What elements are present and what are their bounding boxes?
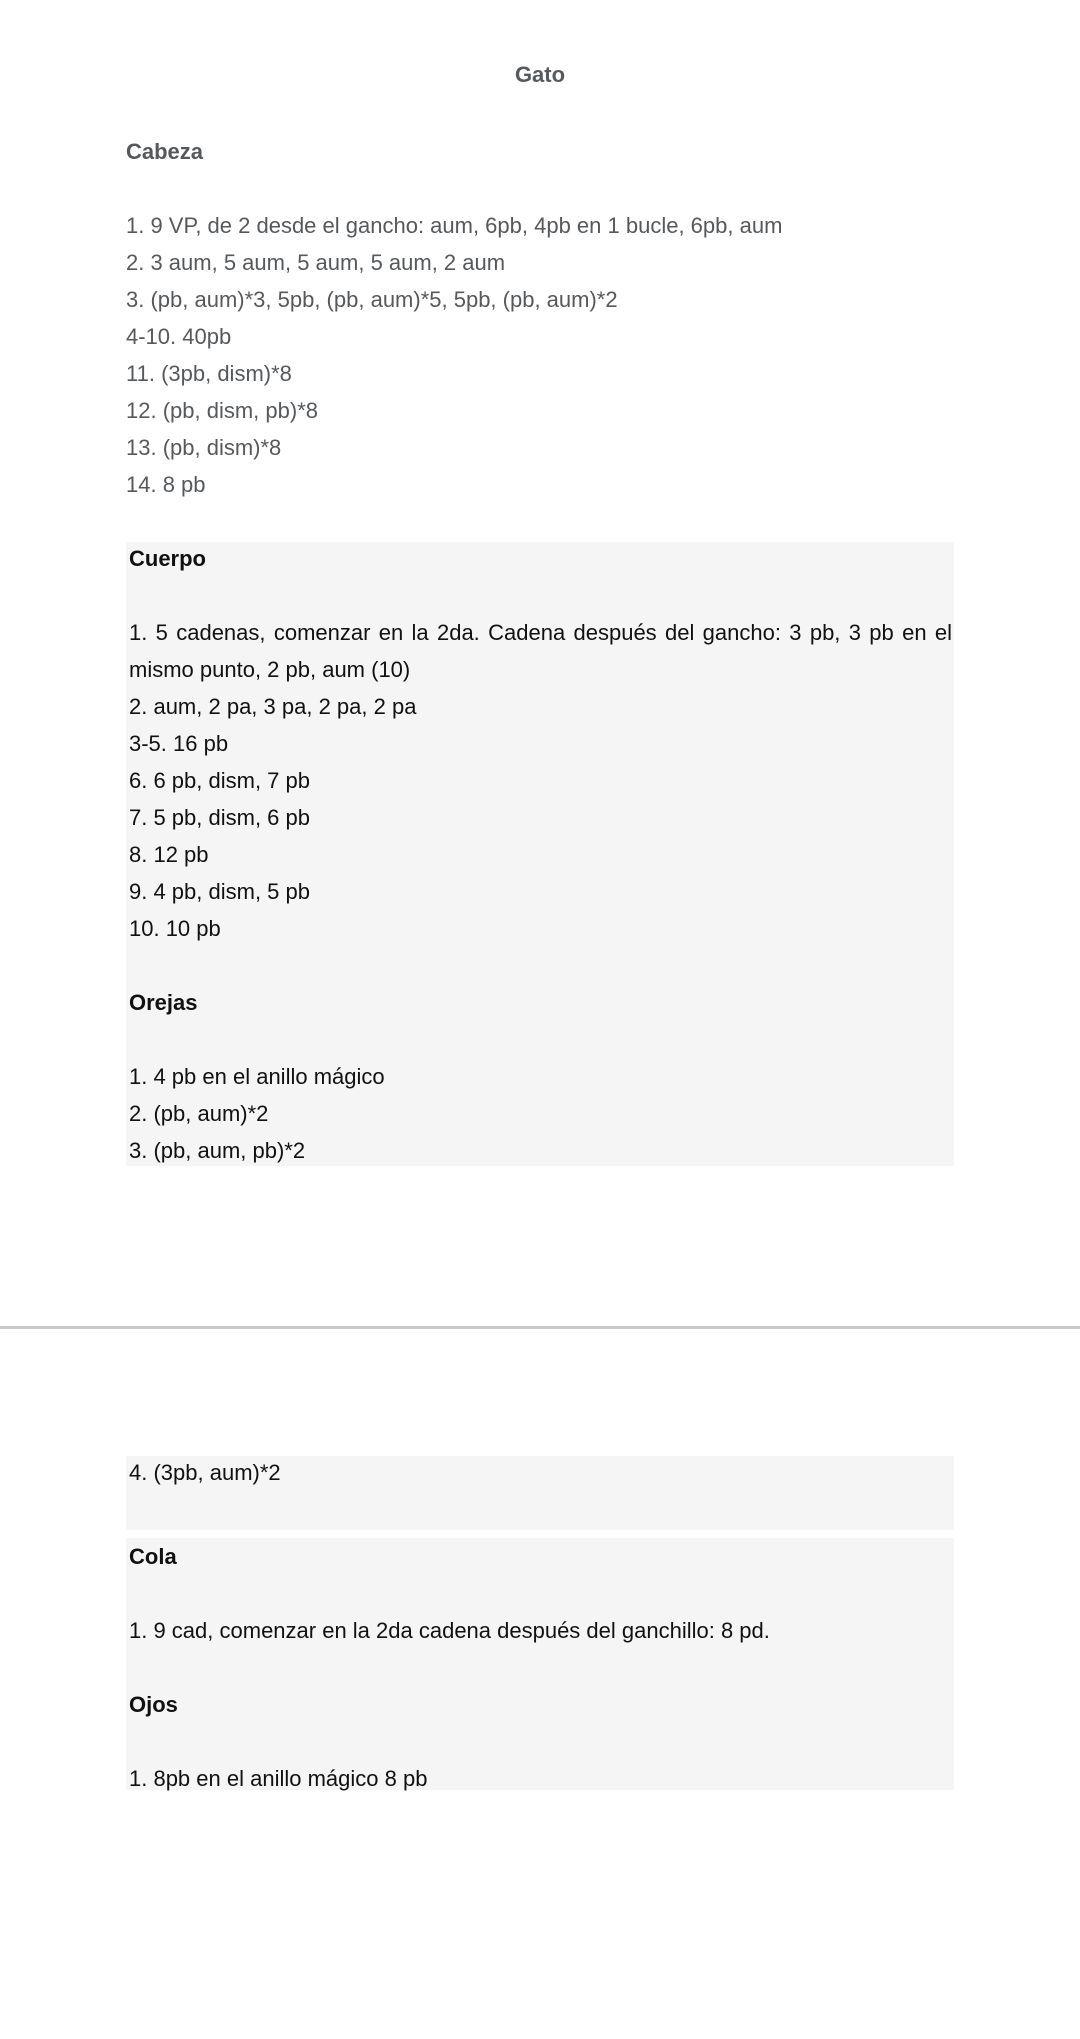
instruction-line: 2. 3 aum, 5 aum, 5 aum, 5 aum, 2 aum bbox=[126, 250, 506, 275]
instruction-line: 13. (pb, dism)*8 bbox=[126, 435, 282, 460]
section-heading-cuerpo: Cuerpo bbox=[129, 546, 206, 571]
section-heading-cabeza: Cabeza bbox=[126, 139, 204, 164]
instruction-line: 3. (pb, aum, pb)*2 bbox=[129, 1138, 306, 1163]
shaded-block-cola-ojos bbox=[126, 1538, 954, 1790]
instruction-line: 14. 8 pb bbox=[126, 472, 206, 497]
instruction-line: 1. 8pb en el anillo mágico 8 pb bbox=[129, 1766, 428, 1791]
instruction-line: 2. (pb, aum)*2 bbox=[129, 1101, 269, 1126]
instruction-line: 2. aum, 2 pa, 3 pa, 2 pa, 2 pa bbox=[129, 694, 417, 719]
instruction-line: 7. 5 pb, dism, 6 pb bbox=[129, 805, 310, 830]
instruction-line: 1. 5 cadenas, comenzar en la 2da. Cadena después del gancho: 3 pb, 3 pb en el mismo punto, 2 pb, aum (10) bbox=[129, 620, 952, 682]
section-cabeza bbox=[126, 133, 954, 503]
instruction-line: 1. 9 cad, comenzar en la 2da cadena después del ganchillo: 8 pd. bbox=[129, 1618, 770, 1643]
page-break bbox=[0, 1326, 1080, 1329]
instruction-line: 4-10. 40pb bbox=[126, 324, 232, 349]
shaded-block-cuerpo-orejas bbox=[126, 542, 954, 1166]
instruction-line: 11. (3pb, dism)*8 bbox=[126, 361, 292, 386]
instruction-line: 12. (pb, dism, pb)*8 bbox=[126, 398, 318, 423]
instruction-line: 3. (pb, aum)*3, 5pb, (pb, aum)*5, 5pb, (pb, aum)*2 bbox=[126, 287, 618, 312]
instruction-line: 9. 4 pb, dism, 5 pb bbox=[129, 879, 310, 904]
instruction-line: 1. 4 pb en el anillo mágico bbox=[129, 1064, 385, 1089]
instruction-line: 6. 6 pb, dism, 7 pb bbox=[129, 768, 310, 793]
instruction-line: 4. (3pb, aum)*2 bbox=[129, 1460, 281, 1485]
instruction-line: 1. 9 VP, de 2 desde el gancho: aum, 6pb, 4pb en 1 bucle, 6pb, aum bbox=[126, 213, 783, 238]
instruction-line: 8. 12 pb bbox=[129, 842, 209, 867]
instruction-line: 10. 10 pb bbox=[129, 916, 221, 941]
section-heading-ojos: Ojos bbox=[129, 1692, 178, 1717]
section-heading-orejas: Orejas bbox=[129, 990, 198, 1015]
instruction-line: 3-5. 16 pb bbox=[129, 731, 229, 756]
shaded-block-orejas-cont bbox=[126, 1456, 954, 1530]
section-heading-cola: Cola bbox=[129, 1544, 177, 1569]
document-title: Gato bbox=[514, 62, 566, 87]
